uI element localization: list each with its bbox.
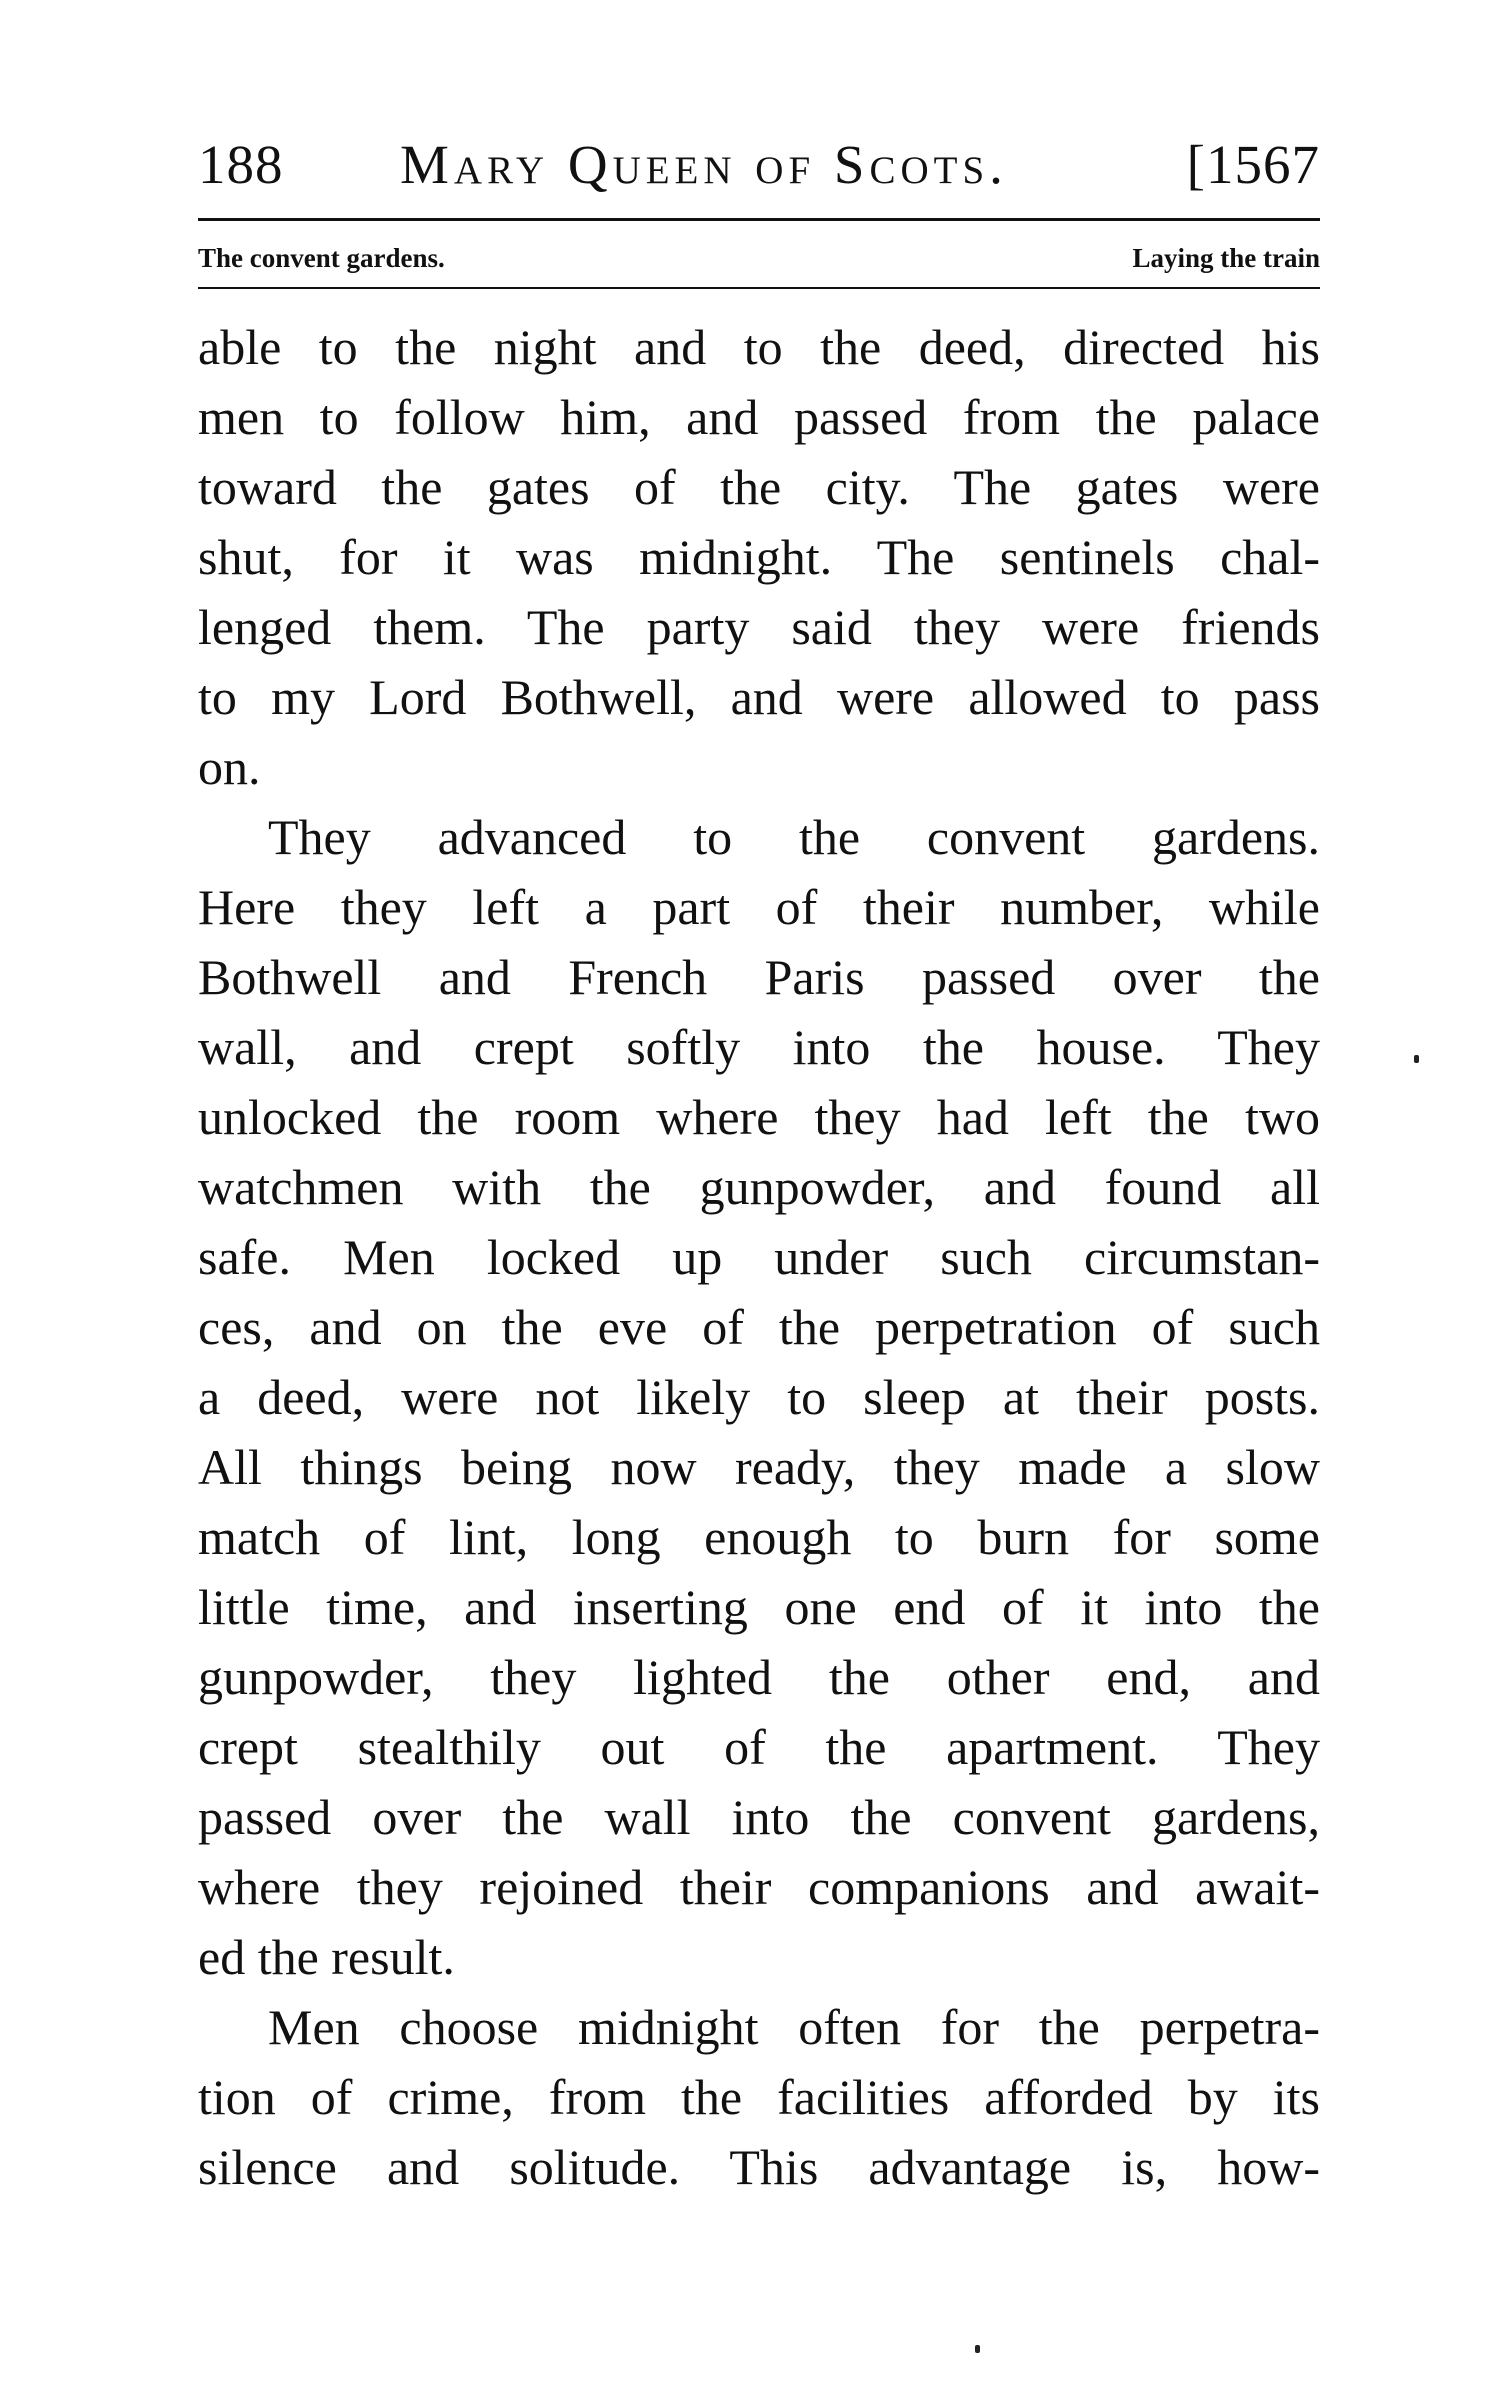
text-line: Here they left a part of their number, while (198, 879, 1320, 935)
text-line: ed the result. (198, 1929, 455, 1985)
page-number: 188 (198, 134, 284, 195)
text-line: They advanced to the convent gardens. (268, 809, 1320, 865)
subhead-right: Laying the train (1132, 243, 1320, 273)
text-line: little time, and inserting one end of it into the (198, 1579, 1320, 1635)
ink-speck (1414, 1055, 1419, 1063)
ink-speck (975, 2345, 980, 2353)
text-line: silence and solitude. This advantage is, how- (198, 2139, 1320, 2195)
text-line: match of lint, long enough to burn for some (198, 1509, 1320, 1565)
header-rule-top (198, 218, 1320, 221)
subhead-left: The convent gardens. (198, 243, 445, 273)
text-line: Men choose midnight often for the perpetra- (268, 1999, 1320, 2055)
text-line: watchmen with the gunpowder, and found all (198, 1159, 1320, 1215)
text-line: passed over the wall into the convent gardens, (198, 1789, 1320, 1845)
text-line: gunpowder, they lighted the other end, and (198, 1649, 1320, 1705)
text-line: a deed, were not likely to sleep at their posts. (198, 1369, 1320, 1425)
text-line: able to the night and to the deed, directed his (198, 319, 1320, 375)
section-subhead (198, 238, 1320, 278)
text-line: Bothwell and French Paris passed over the (198, 949, 1320, 1005)
text-line: men to follow him, and passed from the palace (198, 389, 1320, 445)
text-line: unlocked the room where they had left the two (198, 1089, 1320, 1145)
header-rule-bottom (198, 287, 1320, 289)
text-line: where they rejoined their companions and await- (198, 1859, 1320, 1915)
text-line: safe. Men locked up under such circumstan- (198, 1229, 1320, 1285)
body-text (198, 312, 1320, 2202)
text-line: shut, for it was midnight. The sentinels chal- (198, 529, 1320, 585)
text-line: wall, and crept softly into the house. They (198, 1019, 1320, 1075)
text-line: lenged them. The party said they were friends (198, 599, 1320, 655)
running-title: Mary Queen of Scots. (400, 134, 1008, 195)
text-line: All things being now ready, they made a slow (198, 1439, 1320, 1495)
text-line: ces, and on the eve of the perpetration of such (198, 1299, 1320, 1355)
running-head (198, 125, 1320, 205)
text-line: crept stealthily out of the apartment. They (198, 1719, 1320, 1775)
text-line: on. (198, 739, 261, 795)
text-line: to my Lord Bothwell, and were allowed to pass (198, 669, 1320, 725)
text-line: tion of crime, from the facilities afforded by its (198, 2069, 1320, 2125)
running-year: [1567 (1186, 134, 1320, 195)
text-line: toward the gates of the city. The gates were (198, 459, 1320, 515)
